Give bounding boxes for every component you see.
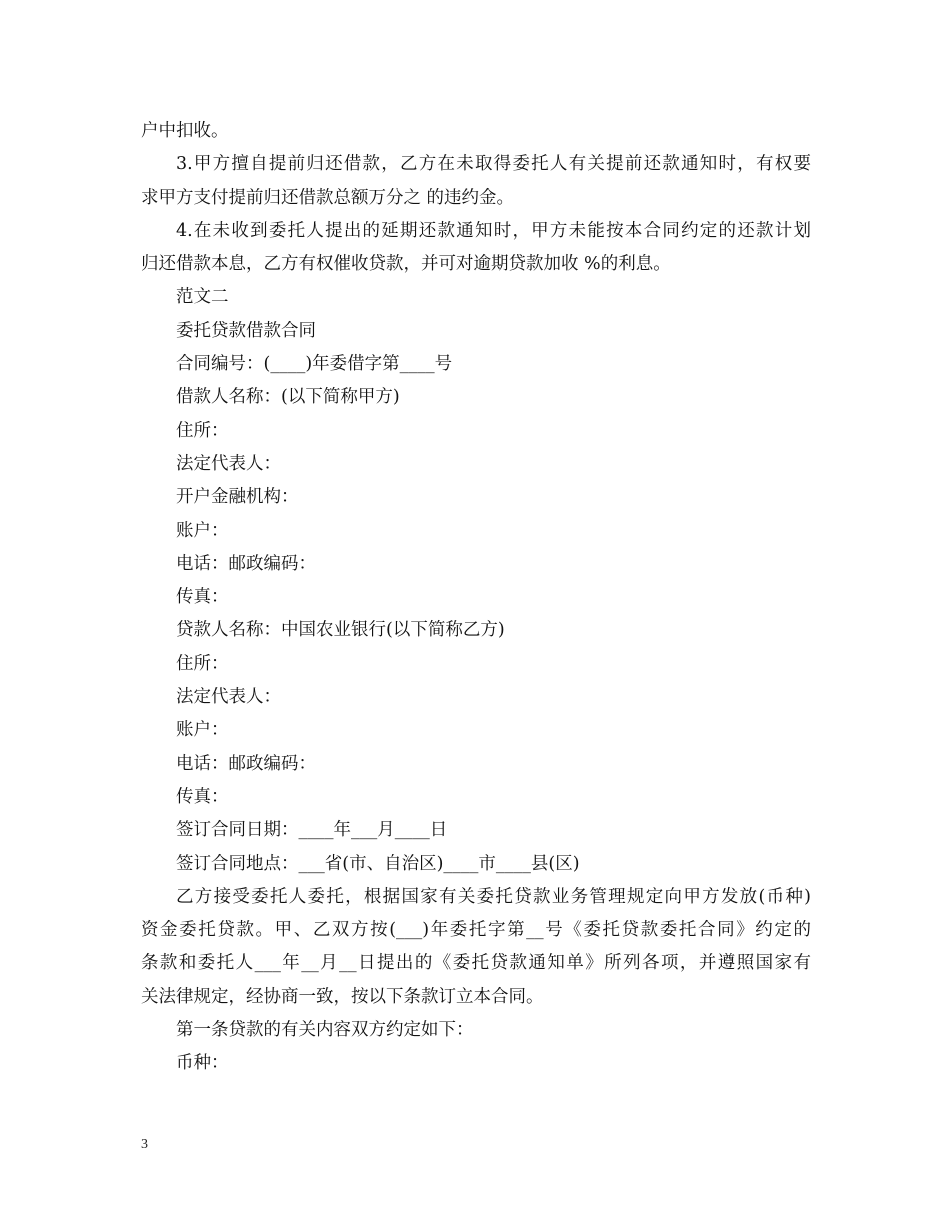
document-line: 条款和委托人___年__月__日提出的《委托贷款通知单》所列各项，并遵照国家有 <box>141 953 811 974</box>
document-line: 住所： <box>176 653 229 674</box>
document-line: 资金委托贷款。甲、乙双方按(___)年委托字第__号《委托贷款委托合同》约定的 <box>141 920 811 941</box>
document-line: 4.在未收到委托人提出的延期还款通知时，甲方未能按本合同约定的还款计划 <box>176 220 811 241</box>
document-line: 电话：邮政编码： <box>176 753 316 774</box>
document-line: 电话：邮政编码： <box>176 553 316 574</box>
document-line: 开户金融机构： <box>176 487 299 508</box>
document-line: 住所： <box>176 420 229 441</box>
document-line: 法定代表人： <box>176 687 281 708</box>
document-line: 范文二 <box>176 287 229 308</box>
document-line: 关法律规定，经协商一致，按以下条款订立本合同。 <box>141 986 544 1007</box>
document-line: 合同编号：(____)年委借字第____号 <box>176 354 453 375</box>
document-line: 委托贷款借款合同 <box>176 320 316 341</box>
document-line: 贷款人名称：中国农业银行(以下简称乙方) <box>176 620 505 641</box>
document-line: 账户： <box>176 520 229 541</box>
document-line: 借款人名称：(以下简称甲方) <box>176 387 400 408</box>
document-line: 签订合同日期：____年___月____日 <box>176 820 448 841</box>
document-line: 求甲方支付提前归还借款总额万分之 的违约金。 <box>141 187 515 208</box>
document-line: 归还借款本息，乙方有权催收贷款，并可对逾期贷款加收 %的利息。 <box>141 254 671 275</box>
document-line: 3.甲方擅自提前归还借款，乙方在未取得委托人有关提前还款通知时，有权要 <box>176 154 811 175</box>
document-line: 币种： <box>176 1053 229 1074</box>
document-line: 传真： <box>176 587 229 608</box>
document-line: 传真： <box>176 786 229 807</box>
document-line: 第一条贷款的有关内容双方约定如下： <box>176 1020 474 1041</box>
document-line: 户中扣收。 <box>141 121 229 141</box>
page-number: 3 <box>141 1137 148 1152</box>
document-line: 账户： <box>176 720 229 741</box>
document-line: 签订合同地点：___省(市、自治区)____市____县(区) <box>176 853 580 874</box>
document-line: 乙方接受委托人委托，根据国家有关委托贷款业务管理规定向甲方发放(币种) <box>176 886 811 907</box>
document-line: 法定代表人： <box>176 453 281 474</box>
document-body <box>141 115 811 1081</box>
